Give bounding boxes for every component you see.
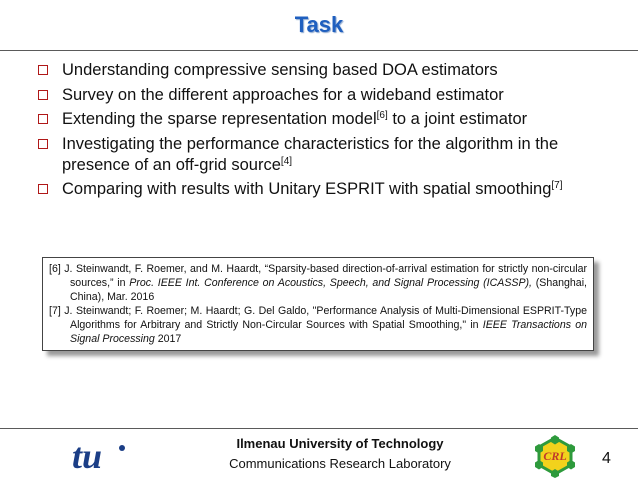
footer-university: Ilmenau University of Technology xyxy=(236,436,444,451)
reference-venue: IEEE Transactions on Signal Processing xyxy=(70,319,588,345)
bullet-list xyxy=(38,60,618,204)
bullet-item xyxy=(38,60,618,81)
square-bullet-icon xyxy=(38,65,48,75)
reference-text: [6] J. Steinwandt, F. Roemer, and M. Haardt, “Sparsity-based direction-of-arrival estimation for strictly non-circular sources,” in xyxy=(49,263,587,289)
bullet-item xyxy=(38,85,618,106)
reference-tail: 2017 xyxy=(154,333,182,345)
square-bullet-icon xyxy=(38,184,48,194)
footer-lab: Communications Research Laboratory xyxy=(229,456,451,471)
reference-item xyxy=(49,262,587,304)
bullet-text-tail: to a joint estimator xyxy=(387,110,528,129)
reference-tail: (Shanghai, China), Mar. 2016 xyxy=(70,277,587,303)
citation-ref: [6] xyxy=(376,110,388,122)
citation-ref: [7] xyxy=(551,180,563,192)
reference-text: [7] J. Steinwandt; F. Roemer; M. Haardt; G. Del Galdo, "Performance Analysis of Multi-Dimensional ESPRIT-Type Algorithms for Arbitrary and Strictly Non-Circular Sources with Spatial Smoothing," in xyxy=(49,305,587,331)
bullet-item xyxy=(38,179,618,200)
bottom-divider xyxy=(0,428,638,429)
bullet-item xyxy=(38,134,618,176)
page-number: 4 xyxy=(602,450,611,467)
bullet-text: Survey on the different approaches for a wideband estimator xyxy=(62,85,504,104)
square-bullet-icon xyxy=(38,139,48,149)
bullet-text: Comparing with results with Unitary ESPRIT with spatial smoothing xyxy=(62,180,552,199)
bullet-text: Extending the sparse representation model xyxy=(62,110,377,129)
bullet-item xyxy=(38,109,618,130)
square-bullet-icon xyxy=(38,114,48,124)
references-box xyxy=(42,257,594,351)
tu-logo-letters: tu xyxy=(72,436,103,474)
citation-ref: [4] xyxy=(280,155,293,167)
crl-logo-icon xyxy=(532,434,578,478)
crl-logo-letters: CRL xyxy=(543,449,567,463)
bullet-text: Understanding compressive sensing based DOA estimators xyxy=(62,61,498,79)
reference-venue: Proc. IEEE Int. Conference on Acoustics, Speech, and Signal Processing (ICASSP), xyxy=(129,277,533,289)
bullet-text: Investigating the performance characteristics for the algorithm in the presence of an off-grid source xyxy=(62,134,559,174)
slide-title: Task xyxy=(294,12,344,37)
square-bullet-icon xyxy=(38,90,48,100)
top-divider xyxy=(0,50,638,51)
reference-item xyxy=(49,304,587,346)
